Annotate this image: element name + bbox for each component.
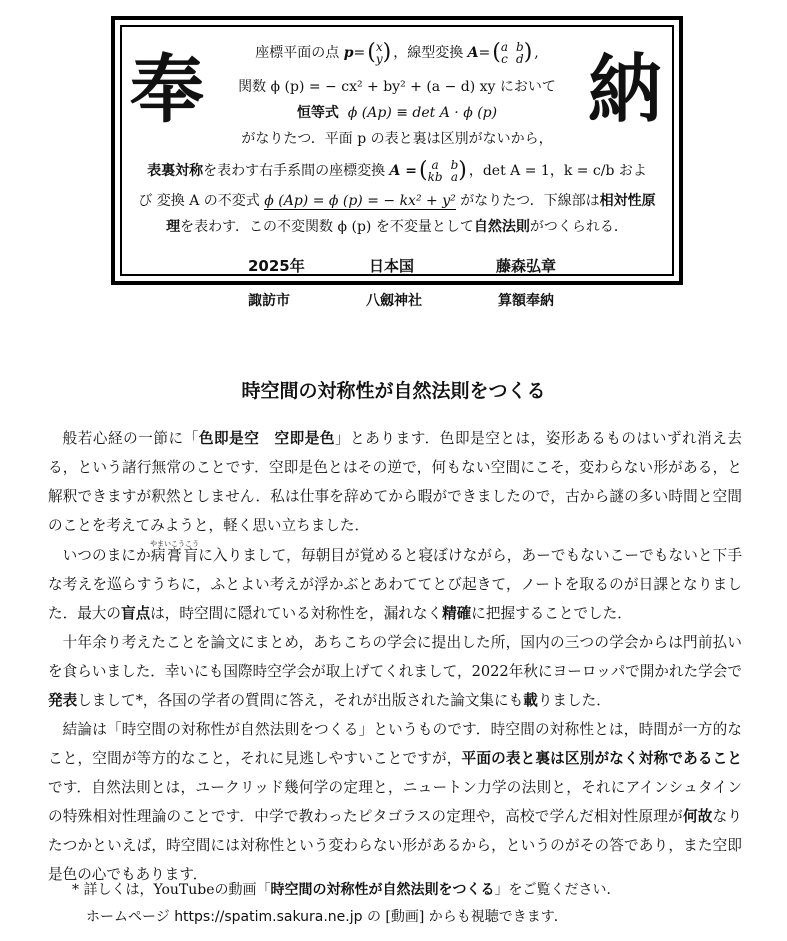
plaque-line-1: 座標平面の点 p=( x y ) ，線型変換 A=( a b c d ) , — [255, 40, 539, 66]
matrix-abcd: ( a b c d ) — [492, 40, 533, 66]
caption-city: 諏訪市 — [248, 293, 290, 309]
plaque-line-3: 恒等式 ϕ (Ap) ≡ det A · ϕ (p) — [296, 105, 498, 121]
paragraph-3: 十年余り考えたことを論文にまとめ，あちこちの学会に提出した所，国内の三つの学会からは門前払いを食らいました．幸いにも国際時空学会が取上げてくれまして，2022年秋にヨーロッパで開かれた学会で発表しまして*，各国の学者の質問に答え，それが出版された論文集にも載りました． — [48, 634, 742, 709]
left-large-character: 奉 — [130, 47, 204, 133]
plaque-line-7: 理を表わす．この不変関数 ϕ (p) を不変量として自然法則がつくられる． — [166, 219, 628, 235]
votive-tablet-frame — [111, 16, 683, 285]
signature-year: 2025年 — [248, 257, 305, 275]
paragraph-1: 般若心経の一節に「色即是空 空即是色」とあります．色即是空とは，姿形あるものはいずれ消え去る，という諸行無常のことです．空即是色とはその逆で，何もない空間にこそ，変わらない形がある，と解釈できますが釈然としません．私は仕事を辞めてから暇ができましたので，古から謎の多い時間と空間のことを考えてみようと，軽く思い立ちました． — [48, 430, 742, 534]
footnote-line-1: * 詳しくは，YouTubeの動画「時空間の対称性が自然法則をつくる」をご覧ください． — [72, 882, 621, 898]
homepage-link[interactable]: https://spatim.sakura.ne.jp — [174, 909, 363, 925]
plaque-line-6: び 変換 A の不変式 ϕ (Ap) = ϕ (p) = − kx² + y² がなりたつ．下線部は相対性原 — [138, 193, 656, 209]
plaque-line-5: 表裏対称を表わす右手系間の座標変換 A =( a b kb a ) ，det A = 1，k = c/b およ — [147, 158, 647, 184]
plaque-line-4: がなりたつ．平面 p の表と裏は区別がないから， — [241, 131, 553, 147]
footnote-line-2: ホームページ https://spatim.sakura.ne.jp の [動画] からも視聴できます． — [86, 909, 568, 925]
paragraph-4: 結論は「時空間の対称性が自然法則をつくる」というものです．時空間の対称性とは，時間が一方的なこと，空間が等方的なこと，それに見逃しやすいことですが，平面の表と裏は区別がなく対称であることです．自然法則とは，ユークリッド幾何学の定理と，ニュートン力学の法則と，それにアインシュタインの特殊相対性理論のことです．中学で教わったピタゴラスの定理や，高校で学んだ相対性原理が何故なりたつかといえば，時空間には対称性という変わらない形があるから，というのがその答であり，また空即是色の心でもあります． — [48, 721, 742, 883]
right-large-character: 納 — [588, 47, 662, 133]
vector-xy: ( x y ) — [367, 40, 392, 66]
signature-name: 藤森弘章 — [496, 257, 557, 275]
plaque-line-2: 関数 ϕ (p) = − cx² + by² + (a − d) xy において — [238, 79, 556, 95]
article-body — [48, 424, 742, 889]
signature-country: 日本国 — [369, 257, 415, 275]
footnote — [72, 877, 621, 931]
ruby-annotation: 病膏肓やまいこうこう — [149, 540, 199, 564]
caption-tablet: 算額奉納 — [498, 293, 554, 309]
votive-tablet-inner-frame — [120, 25, 674, 276]
article-title: 時空間の対称性が自然法則をつくる — [241, 380, 546, 402]
caption-shrine: 八劔神社 — [366, 293, 422, 309]
paragraph-2: いつのまにか病膏肓やまいこうこうに入りまして，毎朝目が覚めると寝ぼけながら，あーでもないこーでもないと下手な考えを巡らすうちに，ふとよい考えが浮かぶとあわててとび起きて，ノートを取るのが日課となりました．最大の盲点は，時空間に隠れている対称性を，漏れなく精確に把握することでした． — [48, 540, 742, 622]
matrix-a-b-kb-a: ( a b kb a ) — [419, 158, 467, 184]
